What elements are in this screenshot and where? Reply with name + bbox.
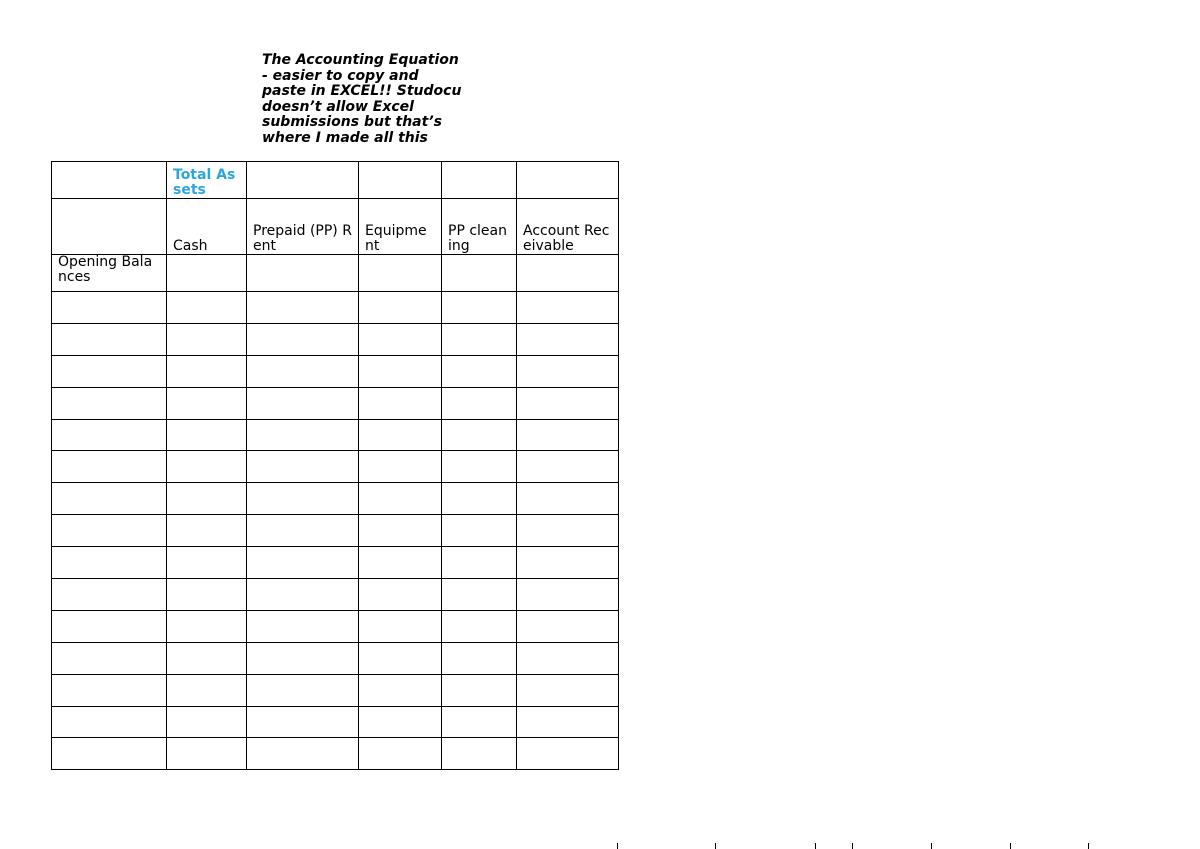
table-cell[interactable] <box>442 323 517 355</box>
table-cell[interactable] <box>517 515 619 547</box>
table-cell[interactable] <box>442 451 517 483</box>
accounting-equation-note: The Accounting Equation - easier to copy and paste in EXCEL!! Studocu doesn’t allow Excel submissions but that’s where I made all this <box>262 52 462 146</box>
table-cell[interactable] <box>247 323 359 355</box>
table-cell[interactable] <box>442 610 517 642</box>
table-cell[interactable] <box>517 674 619 706</box>
table-cell[interactable] <box>167 292 247 324</box>
opening-balances-label[interactable]: Opening Balances <box>52 255 167 292</box>
table-cell[interactable] <box>52 419 167 451</box>
table-cell[interactable] <box>359 706 442 738</box>
table-cell[interactable] <box>52 674 167 706</box>
table-cell[interactable] <box>167 323 247 355</box>
table-row <box>52 355 619 387</box>
table-cell[interactable] <box>167 579 247 611</box>
table-cell[interactable] <box>52 162 167 199</box>
table-cell[interactable] <box>247 579 359 611</box>
table-row <box>52 579 619 611</box>
table-row <box>52 642 619 674</box>
table-cell[interactable] <box>247 483 359 515</box>
table-cell[interactable] <box>359 738 442 770</box>
table-cell[interactable] <box>442 292 517 324</box>
column-header-account-receivable[interactable]: Account Receivable <box>517 199 619 255</box>
table-cell[interactable] <box>359 515 442 547</box>
table-cell[interactable] <box>359 483 442 515</box>
table-cell[interactable] <box>167 451 247 483</box>
table-cell[interactable] <box>247 292 359 324</box>
total-assets-header[interactable]: Total Assets <box>167 162 247 199</box>
table-cell[interactable] <box>442 355 517 387</box>
table-cell[interactable] <box>247 355 359 387</box>
table-cell[interactable] <box>247 642 359 674</box>
table-cell[interactable] <box>442 387 517 419</box>
table-cell[interactable] <box>247 547 359 579</box>
page-tick <box>852 843 853 849</box>
table-cell[interactable] <box>517 387 619 419</box>
table-row <box>52 387 619 419</box>
table-cell[interactable] <box>167 642 247 674</box>
column-header-cash[interactable]: Cash <box>167 199 247 255</box>
table-cell[interactable] <box>167 255 247 292</box>
table-cell[interactable] <box>517 355 619 387</box>
accounting-equation-table <box>51 161 619 770</box>
table-cell[interactable] <box>247 387 359 419</box>
table-cell[interactable] <box>52 738 167 770</box>
table-cell[interactable] <box>517 642 619 674</box>
table-cell[interactable] <box>52 355 167 387</box>
table-cell[interactable] <box>359 610 442 642</box>
table-cell[interactable] <box>52 483 167 515</box>
table-cell[interactable] <box>517 419 619 451</box>
table-cell[interactable] <box>167 483 247 515</box>
table-cell[interactable] <box>52 323 167 355</box>
table-cell[interactable] <box>359 355 442 387</box>
table-row <box>52 547 619 579</box>
table-cell[interactable] <box>167 547 247 579</box>
table-cell[interactable] <box>52 706 167 738</box>
table-cell[interactable] <box>517 706 619 738</box>
table-cell[interactable] <box>52 579 167 611</box>
column-header-pp-cleaning[interactable]: PP cleaning <box>442 199 517 255</box>
table-row <box>52 674 619 706</box>
table-cell[interactable] <box>517 483 619 515</box>
table-cell[interactable] <box>52 199 167 255</box>
table-cell[interactable] <box>359 674 442 706</box>
table-cell[interactable] <box>442 483 517 515</box>
table-cell[interactable] <box>52 515 167 547</box>
opening-balances-row <box>52 255 619 292</box>
table-cell[interactable] <box>247 419 359 451</box>
page-tick <box>1010 843 1011 849</box>
page-tick <box>715 843 716 849</box>
page-edge-ticks <box>0 843 1200 849</box>
table-cell[interactable] <box>517 162 619 199</box>
table-cell[interactable] <box>52 642 167 674</box>
table-cell[interactable] <box>52 292 167 324</box>
table-cell[interactable] <box>52 547 167 579</box>
table-cell[interactable] <box>517 738 619 770</box>
table-cell[interactable] <box>442 642 517 674</box>
table-cell[interactable] <box>517 451 619 483</box>
table-row <box>52 323 619 355</box>
table-cell[interactable] <box>442 706 517 738</box>
table-cell[interactable] <box>359 162 442 199</box>
table-cell[interactable] <box>52 387 167 419</box>
table-cell[interactable] <box>247 674 359 706</box>
table-cell[interactable] <box>359 387 442 419</box>
table-row <box>52 483 619 515</box>
table-row <box>52 610 619 642</box>
table-cell[interactable] <box>359 451 442 483</box>
table-cell[interactable] <box>247 610 359 642</box>
table-row <box>52 292 619 324</box>
table-cell[interactable] <box>517 547 619 579</box>
table-cell[interactable] <box>247 162 359 199</box>
table-cell[interactable] <box>247 706 359 738</box>
table-cell[interactable] <box>167 515 247 547</box>
table-cell[interactable] <box>167 706 247 738</box>
table-row <box>52 419 619 451</box>
page-tick <box>931 843 932 849</box>
table-cell[interactable] <box>359 579 442 611</box>
table-cell[interactable] <box>442 515 517 547</box>
table-cell[interactable] <box>167 387 247 419</box>
table-cell[interactable] <box>167 674 247 706</box>
table-cell[interactable] <box>442 738 517 770</box>
table-column-header-row <box>52 199 619 255</box>
page-tick <box>617 843 618 849</box>
table-cell[interactable] <box>442 255 517 292</box>
table-cell[interactable] <box>359 292 442 324</box>
table-cell[interactable] <box>517 292 619 324</box>
table-row <box>52 738 619 770</box>
table-cell[interactable] <box>167 355 247 387</box>
table-cell[interactable] <box>247 255 359 292</box>
table-cell[interactable] <box>167 610 247 642</box>
table-cell[interactable] <box>52 451 167 483</box>
table-cell[interactable] <box>442 579 517 611</box>
table-cell[interactable] <box>442 674 517 706</box>
page-tick <box>1088 843 1089 849</box>
table-cell[interactable] <box>359 323 442 355</box>
table-cell[interactable] <box>247 738 359 770</box>
table-cell[interactable] <box>359 255 442 292</box>
table-cell[interactable] <box>517 579 619 611</box>
table-row <box>52 706 619 738</box>
table-cell[interactable] <box>247 515 359 547</box>
table-group-header-row <box>52 162 619 199</box>
table-cell[interactable] <box>167 419 247 451</box>
table-cell[interactable] <box>517 610 619 642</box>
table-cell[interactable] <box>442 547 517 579</box>
table-cell[interactable] <box>359 419 442 451</box>
table-cell[interactable] <box>359 642 442 674</box>
table-row <box>52 451 619 483</box>
table-cell[interactable] <box>442 162 517 199</box>
table-cell[interactable] <box>442 419 517 451</box>
table-cell[interactable] <box>52 610 167 642</box>
table-row <box>52 515 619 547</box>
table-cell[interactable] <box>359 547 442 579</box>
table-cell[interactable] <box>517 323 619 355</box>
page-tick <box>815 843 816 849</box>
column-header-prepaid-rent[interactable]: Prepaid (PP) Rent <box>247 199 359 255</box>
table-cell[interactable] <box>167 738 247 770</box>
table-cell[interactable] <box>517 255 619 292</box>
table-cell[interactable] <box>247 451 359 483</box>
column-header-equipment[interactable]: Equipment <box>359 199 442 255</box>
